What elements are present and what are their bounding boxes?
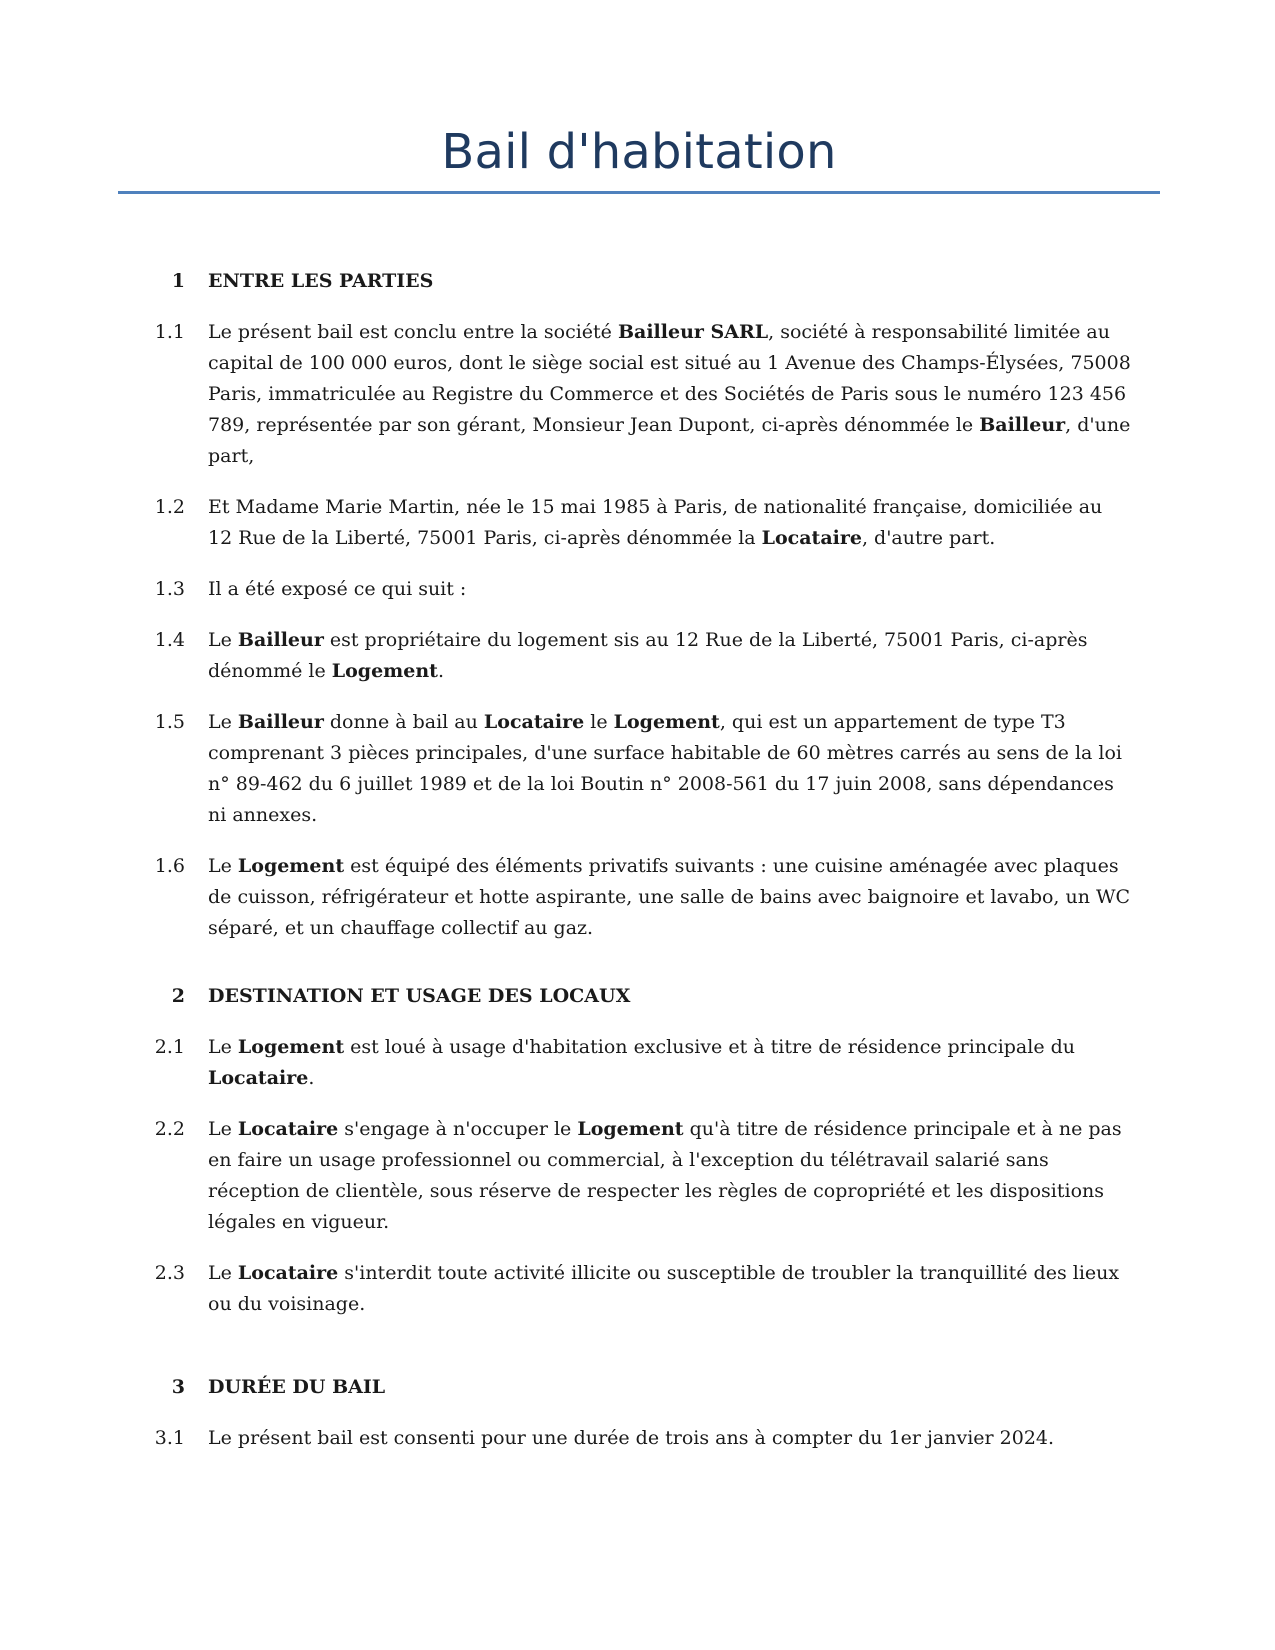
clause-paragraph (0, 1423, 1275, 1454)
clause-text (208, 1114, 1132, 1238)
clause-text-segment: Le présent bail est conclu entre la société (208, 321, 618, 343)
clause-text-segment: , d'autre part. (861, 527, 996, 549)
section-title: DURÉE DU BAIL (208, 1376, 386, 1398)
section-title: DESTINATION ET USAGE DES LOCAUX (208, 985, 631, 1007)
document-title: Bail d'habitation (441, 124, 837, 180)
clause-number: 1.1 (154, 321, 185, 343)
clause-text-segment: , société à responsabilité limitée au capital de 100 000 euros, dont le siège social est situé au 1 Avenue des Champs-Élysées, 75008 Paris, immatriculée au Registre du Commerce et des Sociétés de Paris sous le numéro 123 456 789, représentée par son gérant, Monsieur Jean Dupont, ci-après dénommée le (208, 321, 1131, 436)
defined-term: Logement (237, 855, 345, 877)
clause-paragraph (0, 851, 1275, 944)
clause-number: 2.1 (154, 1036, 185, 1058)
clause-text (208, 851, 1132, 944)
defined-term: Locataire (761, 527, 862, 549)
clause-text-segment: Le (208, 855, 238, 877)
defined-term: Locataire (237, 1262, 339, 1284)
clause-text-segment: Il a été exposé ce qui suit : (208, 578, 467, 600)
defined-term: Locataire (208, 1067, 309, 1089)
clause-number: 1.5 (154, 711, 185, 733)
clause-text (208, 574, 1132, 605)
section-duree-du-bail (0, 1371, 1275, 1454)
clause-text-segment: Le (208, 1262, 238, 1284)
clause-text-segment: Le (208, 1036, 238, 1058)
section-destination-usage (0, 980, 1275, 1320)
clause-text (208, 625, 1132, 687)
clause-number: 2.2 (154, 1118, 185, 1140)
clause-text-segment: s'engage à n'occuper le (338, 1118, 578, 1140)
clause-number: 1.6 (154, 855, 185, 877)
clause-text-segment: donne à bail au (323, 711, 484, 733)
section-heading (0, 1371, 1275, 1403)
clause-text-segment: est propriétaire du logement sis au 12 Rue de la Liberté, 75001 Paris, ci-après dénommé le (208, 629, 1088, 682)
defined-term: Bailleur (979, 414, 1066, 436)
clause-paragraph (0, 492, 1275, 554)
clause-text-segment: est équipé des éléments privatifs suivants : une cuisine aménagée avec plaques de cuisson, réfrigérateur et hotte aspirante, une salle de bains avec baignoire et lavabo, un WC séparé, et un chauffage collectif au gaz. (208, 855, 1131, 939)
clause-text (208, 707, 1132, 831)
clause-paragraph (0, 707, 1275, 831)
clause-text-segment: . (437, 660, 445, 682)
clause-text (208, 1258, 1132, 1320)
clause-text (208, 1032, 1132, 1094)
clause-paragraph (0, 1258, 1275, 1320)
clause-text-segment: Le (208, 629, 238, 651)
section-number: 3 (171, 1376, 185, 1398)
clause-number: 3.1 (154, 1427, 185, 1449)
clause-number: 1.4 (154, 629, 185, 651)
clause-text-segment: Le (208, 711, 238, 733)
section-entre-les-parties (0, 265, 1275, 944)
clause-text-segment: qu'à titre de résidence principale et à ne pas en faire un usage professionnel ou commercial, à l'exception du télétravail salarié sans réception de clientèle, sous réserve de respecter les règles de copropriété et les dispositions légales en vigueur. (208, 1118, 1122, 1233)
clause-text-segment: . (308, 1067, 315, 1089)
clause-paragraph (0, 574, 1275, 605)
clause-number: 1.2 (154, 496, 185, 518)
title-divider (118, 191, 1160, 194)
defined-term: Logement (237, 1036, 345, 1058)
clause-text-segment: Le (208, 1118, 238, 1140)
clause-text (208, 492, 1132, 554)
section-heading (0, 980, 1275, 1012)
section-heading (0, 265, 1275, 297)
defined-term: Logement (613, 711, 720, 733)
defined-term: Logement (577, 1118, 684, 1140)
defined-term: Bailleur (237, 711, 324, 733)
clause-paragraph (0, 625, 1275, 687)
defined-term: Bailleur SARL (617, 321, 769, 343)
clause-text-segment: Le présent bail est consenti pour une durée de trois ans à compter du 1er janvier 2024. (208, 1427, 1055, 1449)
clause-text-segment: , qui est un appartement de type T3 comprenant 3 pièces principales, d'une surface habitable de 60 mètres carrés au sens de la loi n° 89-462 du 6 juillet 1989 et de la loi Boutin n° 2008-561 du 17 juin 2008, sans dépendances ni annexes. (208, 711, 1123, 826)
clause-paragraph (0, 1114, 1275, 1238)
clause-paragraph (0, 1032, 1275, 1094)
clause-paragraph (0, 317, 1275, 472)
clause-number: 1.3 (154, 578, 185, 600)
defined-term: Logement (331, 660, 438, 682)
clause-text-segment: est loué à usage d'habitation exclusive et à titre de résidence principale du (344, 1036, 1076, 1058)
clause-number: 2.3 (154, 1262, 185, 1284)
section-number: 2 (171, 985, 185, 1007)
clause-text-segment: Et Madame Marie Martin, née le 15 mai 1985 à Paris, de nationalité française, domiciliée au 12 Rue de la Liberté, 75001 Paris, ci-après dénommée la (208, 496, 1103, 549)
clause-text-segment: s'interdit toute activité illicite ou susceptible de troubler la tranquillité des lieux ou du voisinage. (208, 1262, 1120, 1315)
clause-text-segment: le (584, 711, 614, 733)
clause-text (208, 317, 1132, 472)
section-number: 1 (171, 270, 185, 292)
defined-term: Locataire (483, 711, 585, 733)
clause-text-segment: , d'une part, (208, 414, 1131, 467)
defined-term: Bailleur (237, 629, 324, 651)
section-title: ENTRE LES PARTIES (208, 270, 434, 292)
clause-text (208, 1423, 1132, 1454)
defined-term: Locataire (237, 1118, 339, 1140)
